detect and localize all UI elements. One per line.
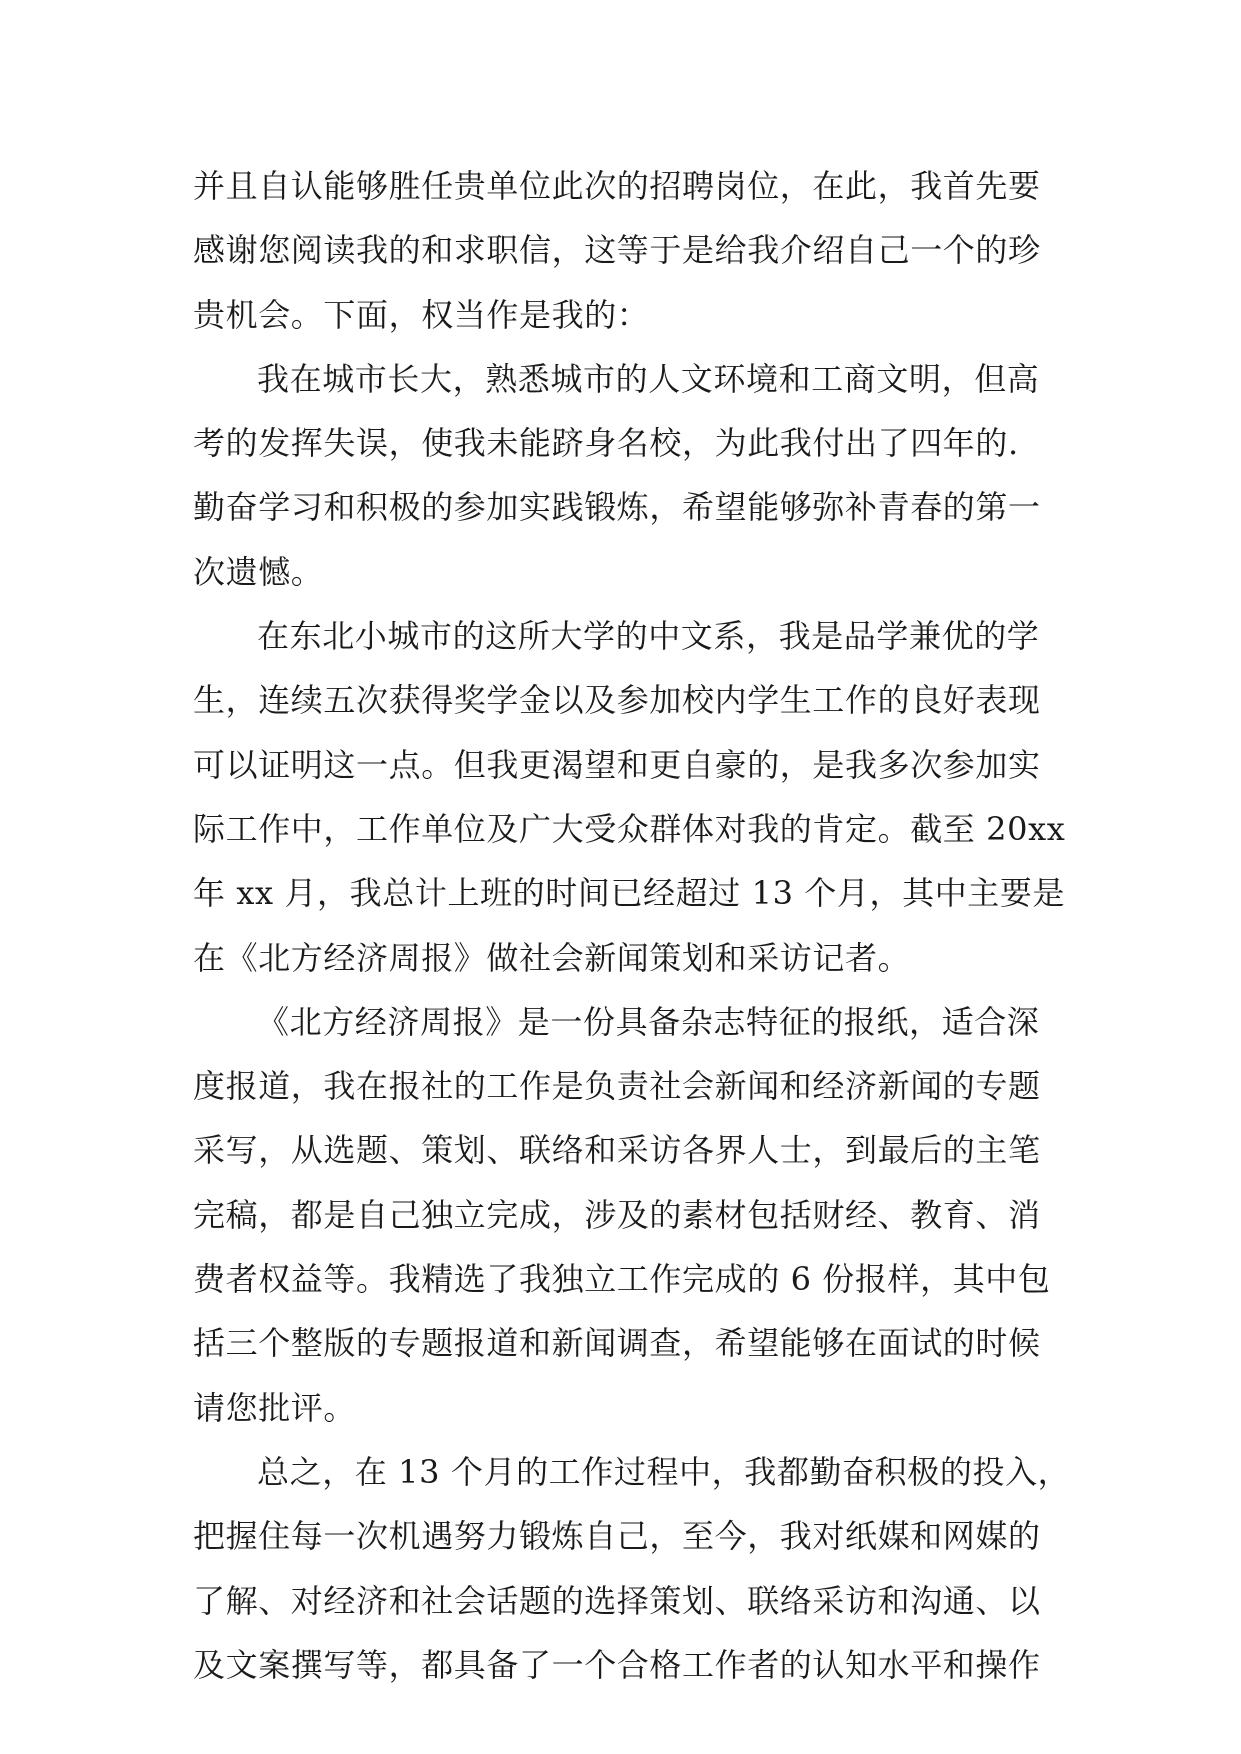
text-line: 贵机会。下面，权当作是我的： — [193, 295, 650, 334]
text-line: 并且自认能够胜任贵单位此次的招聘岗位，在此，我首先要 — [193, 167, 1041, 205]
text-line: 《北方经济周报》是一份具备杂志特征的报纸，适合深 — [257, 1002, 1040, 1041]
text-line: 费者权益等。我精选了我独立工作完成的 6 份报样，其中包 — [193, 1260, 1051, 1299]
text-line: 感谢您阅读我的和求职信，这等于是给我介绍自己一个的珍 — [193, 231, 1041, 270]
body-text — [193, 154, 1071, 1697]
text-line: 生，连续五次获得奖学金以及参加校内学生工作的良好表现 — [193, 681, 1041, 720]
text-line: 请您批评。 — [193, 1388, 357, 1427]
text-line: 完稿，都是自己独立完成，涉及的素材包括财经、教育、消 — [193, 1195, 1041, 1234]
text-line: 在东北小城市的这所大学的中文系，我是品学兼优的学 — [257, 617, 1040, 656]
text-line: 总之，在 13 个月的工作过程中，我都勤奋积极的投入， — [257, 1452, 1071, 1491]
text-line: 年 xx 月，我总计上班的时间已经超过 13 个月，其中主要是 — [193, 874, 1066, 913]
text-line: 及文案撰写等，都具备了一个合格工作者的认知水平和操作 — [193, 1645, 1041, 1684]
text-line: 际工作中，工作单位及广大受众群体对我的肯定。截至 20xx — [193, 809, 1066, 848]
text-line: 考的发挥失误，使我未能跻身名校，为此我付出了四年的. — [193, 424, 1019, 463]
text-line: 我在城市长大，熟悉城市的人文环境和工商文明，但高 — [257, 359, 1040, 398]
text-line: 勤奋学习和积极的参加实践锻炼，希望能够弥补青春的第一 — [193, 488, 1041, 527]
text-line: 采写，从选题、策划、联络和采访各界人士，到最后的主笔 — [193, 1131, 1041, 1170]
text-line: 度报道，我在报社的工作是负责社会新闻和经济新闻的专题 — [193, 1067, 1041, 1106]
text-line: 次遗憾。 — [193, 552, 324, 591]
text-line: 把握住每一次机遇努力锻炼自己，至今，我对纸媒和网媒的 — [193, 1517, 1041, 1556]
text-line: 括三个整版的专题报道和新闻调查，希望能够在面试的时候 — [193, 1324, 1041, 1363]
text-line: 了解、对经济和社会话题的选择策划、联络采访和沟通、以 — [193, 1581, 1041, 1620]
text-line: 可以证明这一点。但我更渴望和更自豪的，是我多次参加实 — [193, 745, 1041, 784]
text-line: 在《北方经济周报》做社会新闻策划和采访记者。 — [193, 938, 911, 977]
